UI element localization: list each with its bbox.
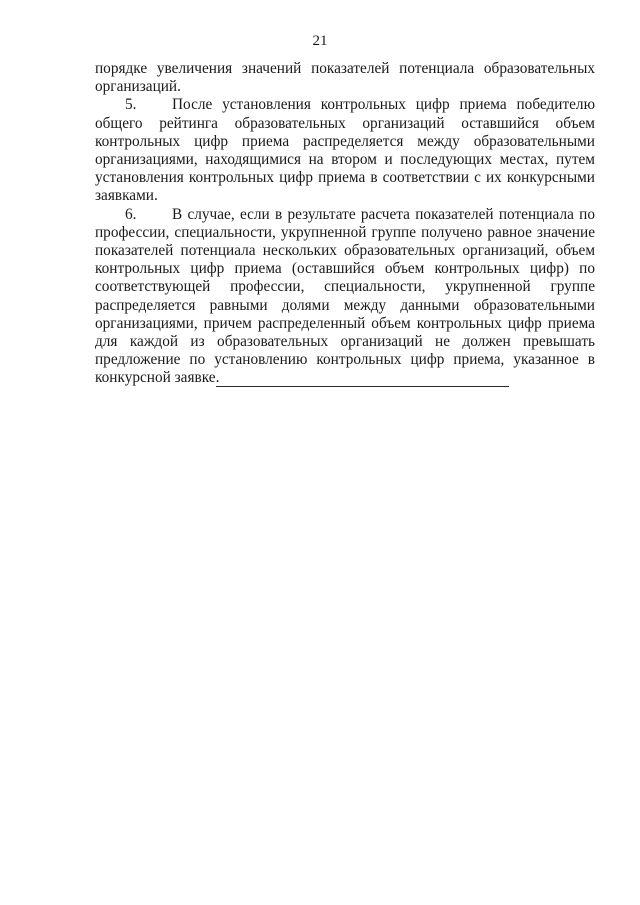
paragraph-text: После установления контрольных цифр приема победителю общего рейтинга образовательных организаций оставшийся объем контрольных цифр приема распределяется между образовательными организациями, находящимися на втором и последующих местах, путем установления контрольных цифр приема в соответствии с их конкурсными заявками.: [95, 96, 595, 205]
paragraph-text: В случае, если в результате расчета показателей потенциала по профессии, специальности, укрупненной группе получено равное значение показателей потенциала нескольких образовательных организаций, объем контрольных цифр приема (оставшийся объем контрольных цифр) по соответствующей профессии, специальности, укрупненной группе распределяется равными долями между данными образовательными организациями, причем распределенный объем контрольных цифр приема для каждой из образовательных организаций не должен превышать предложение по установлению контрольных цифр приема, указанное в конкурсной заявке.: [95, 205, 595, 387]
paragraph-continuation: [95, 60, 595, 96]
paragraph-5: [95, 96, 595, 205]
paragraph-number: 6.: [125, 205, 137, 223]
paragraph-text: порядке увеличения значений показателей потенциала образовательных организаций.: [95, 60, 595, 96]
paragraph-6: [95, 206, 595, 388]
paragraph-number: 5.: [125, 96, 137, 114]
page-number: 21: [312, 33, 328, 49]
end-of-text-rule: [216, 386, 509, 387]
document-body: [95, 60, 595, 388]
